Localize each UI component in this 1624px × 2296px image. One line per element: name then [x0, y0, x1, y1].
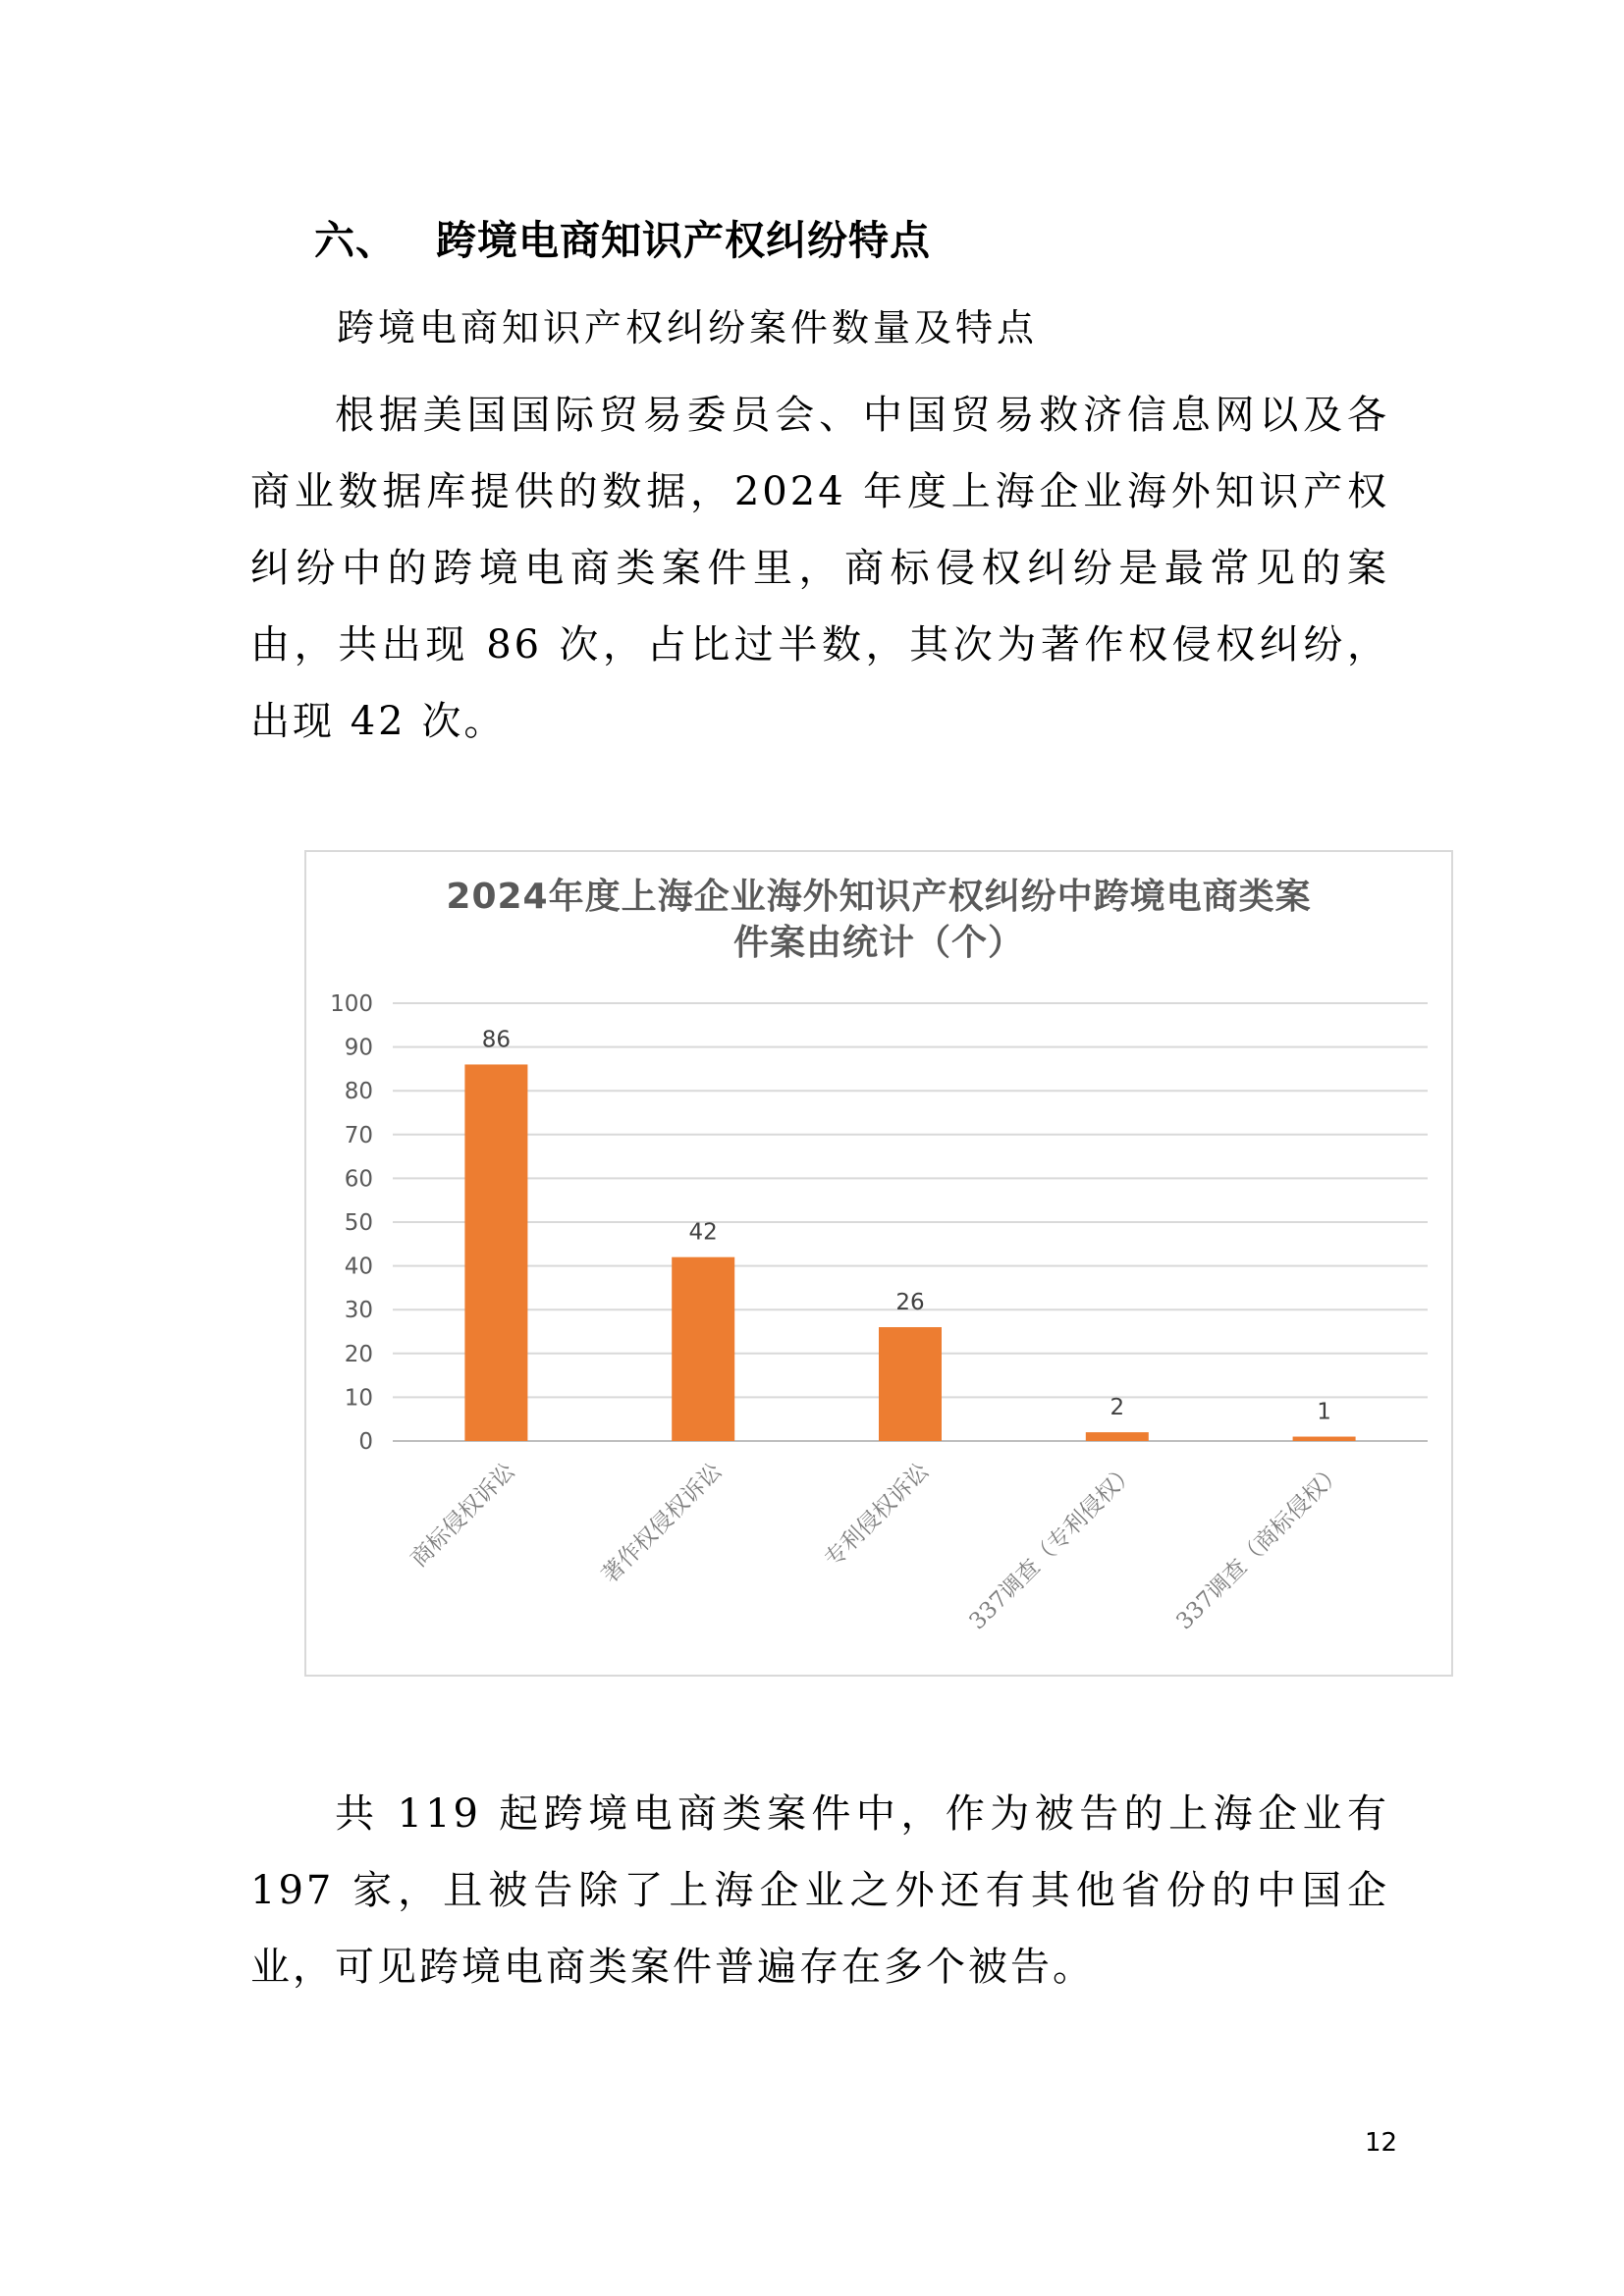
y-tick-label: 80: [344, 1079, 373, 1105]
chart-title-line-1: 2024年度上海企业海外知识产权纠纷中跨境电商类案: [446, 877, 1312, 917]
section-heading: [314, 208, 931, 266]
x-tick-label: 专利侵权诉讼: [820, 1458, 935, 1573]
bar-chart: [304, 850, 1453, 1677]
paragraph-defendants: 共 119 起跨境电商类案件中，作为被告的上海企业有 197 家，且被告除了上海企业之外还有其他省份的中国企业，可见跨境电商类案件普遍存在多个被告。: [250, 1791, 1389, 1990]
x-tick-label: 337调查（专利侵权）: [964, 1458, 1142, 1635]
section-number: 六、: [314, 217, 397, 264]
data-label: 42: [688, 1219, 718, 1246]
y-tick-label: 30: [344, 1298, 373, 1324]
bar: [1086, 1432, 1149, 1441]
x-tick-label: 商标侵权诉讼: [406, 1458, 520, 1573]
y-tick-label: 100: [330, 991, 373, 1017]
bar: [1293, 1437, 1356, 1441]
bar: [464, 1064, 527, 1441]
subheading: 跨境电商知识产权纠纷案件数量及特点: [337, 306, 1039, 349]
paragraph-intro: 根据美国国际贸易委员会、中国贸易救济信息网以及各商业数据库提供的数据，2024 年度上海企业海外知识产权纠纷中的跨境电商类案件里，商标侵权纠纷是最常见的案由，共出现 86 次，占比过半数，其次为著作权侵权纠纷，出现 42 次。: [250, 393, 1389, 744]
data-label: 26: [895, 1290, 925, 1316]
x-tick-label: 著作权侵权诉讼: [597, 1458, 728, 1589]
y-tick-label: 0: [358, 1429, 373, 1455]
data-label: 86: [481, 1027, 512, 1053]
y-tick-label: 50: [344, 1210, 373, 1236]
y-tick-label: 60: [344, 1166, 373, 1193]
y-tick-label: 20: [344, 1341, 373, 1367]
chart-title-line-2: 件案由统计（个）: [732, 923, 1024, 963]
y-tick-label: 90: [344, 1035, 373, 1061]
section-title: 跨境电商知识产权纠纷特点: [436, 217, 931, 264]
y-tick-label: 40: [344, 1254, 373, 1280]
x-tick-label: 337调查（商标侵权）: [1171, 1458, 1348, 1635]
page-number: 12: [1365, 2128, 1398, 2158]
bar: [672, 1257, 734, 1441]
bar: [879, 1327, 942, 1441]
data-label: 2: [1110, 1395, 1125, 1421]
chart-plot: [306, 852, 1451, 1675]
y-tick-label: 10: [344, 1385, 373, 1412]
data-label: 1: [1317, 1399, 1331, 1425]
y-tick-label: 70: [344, 1122, 373, 1148]
